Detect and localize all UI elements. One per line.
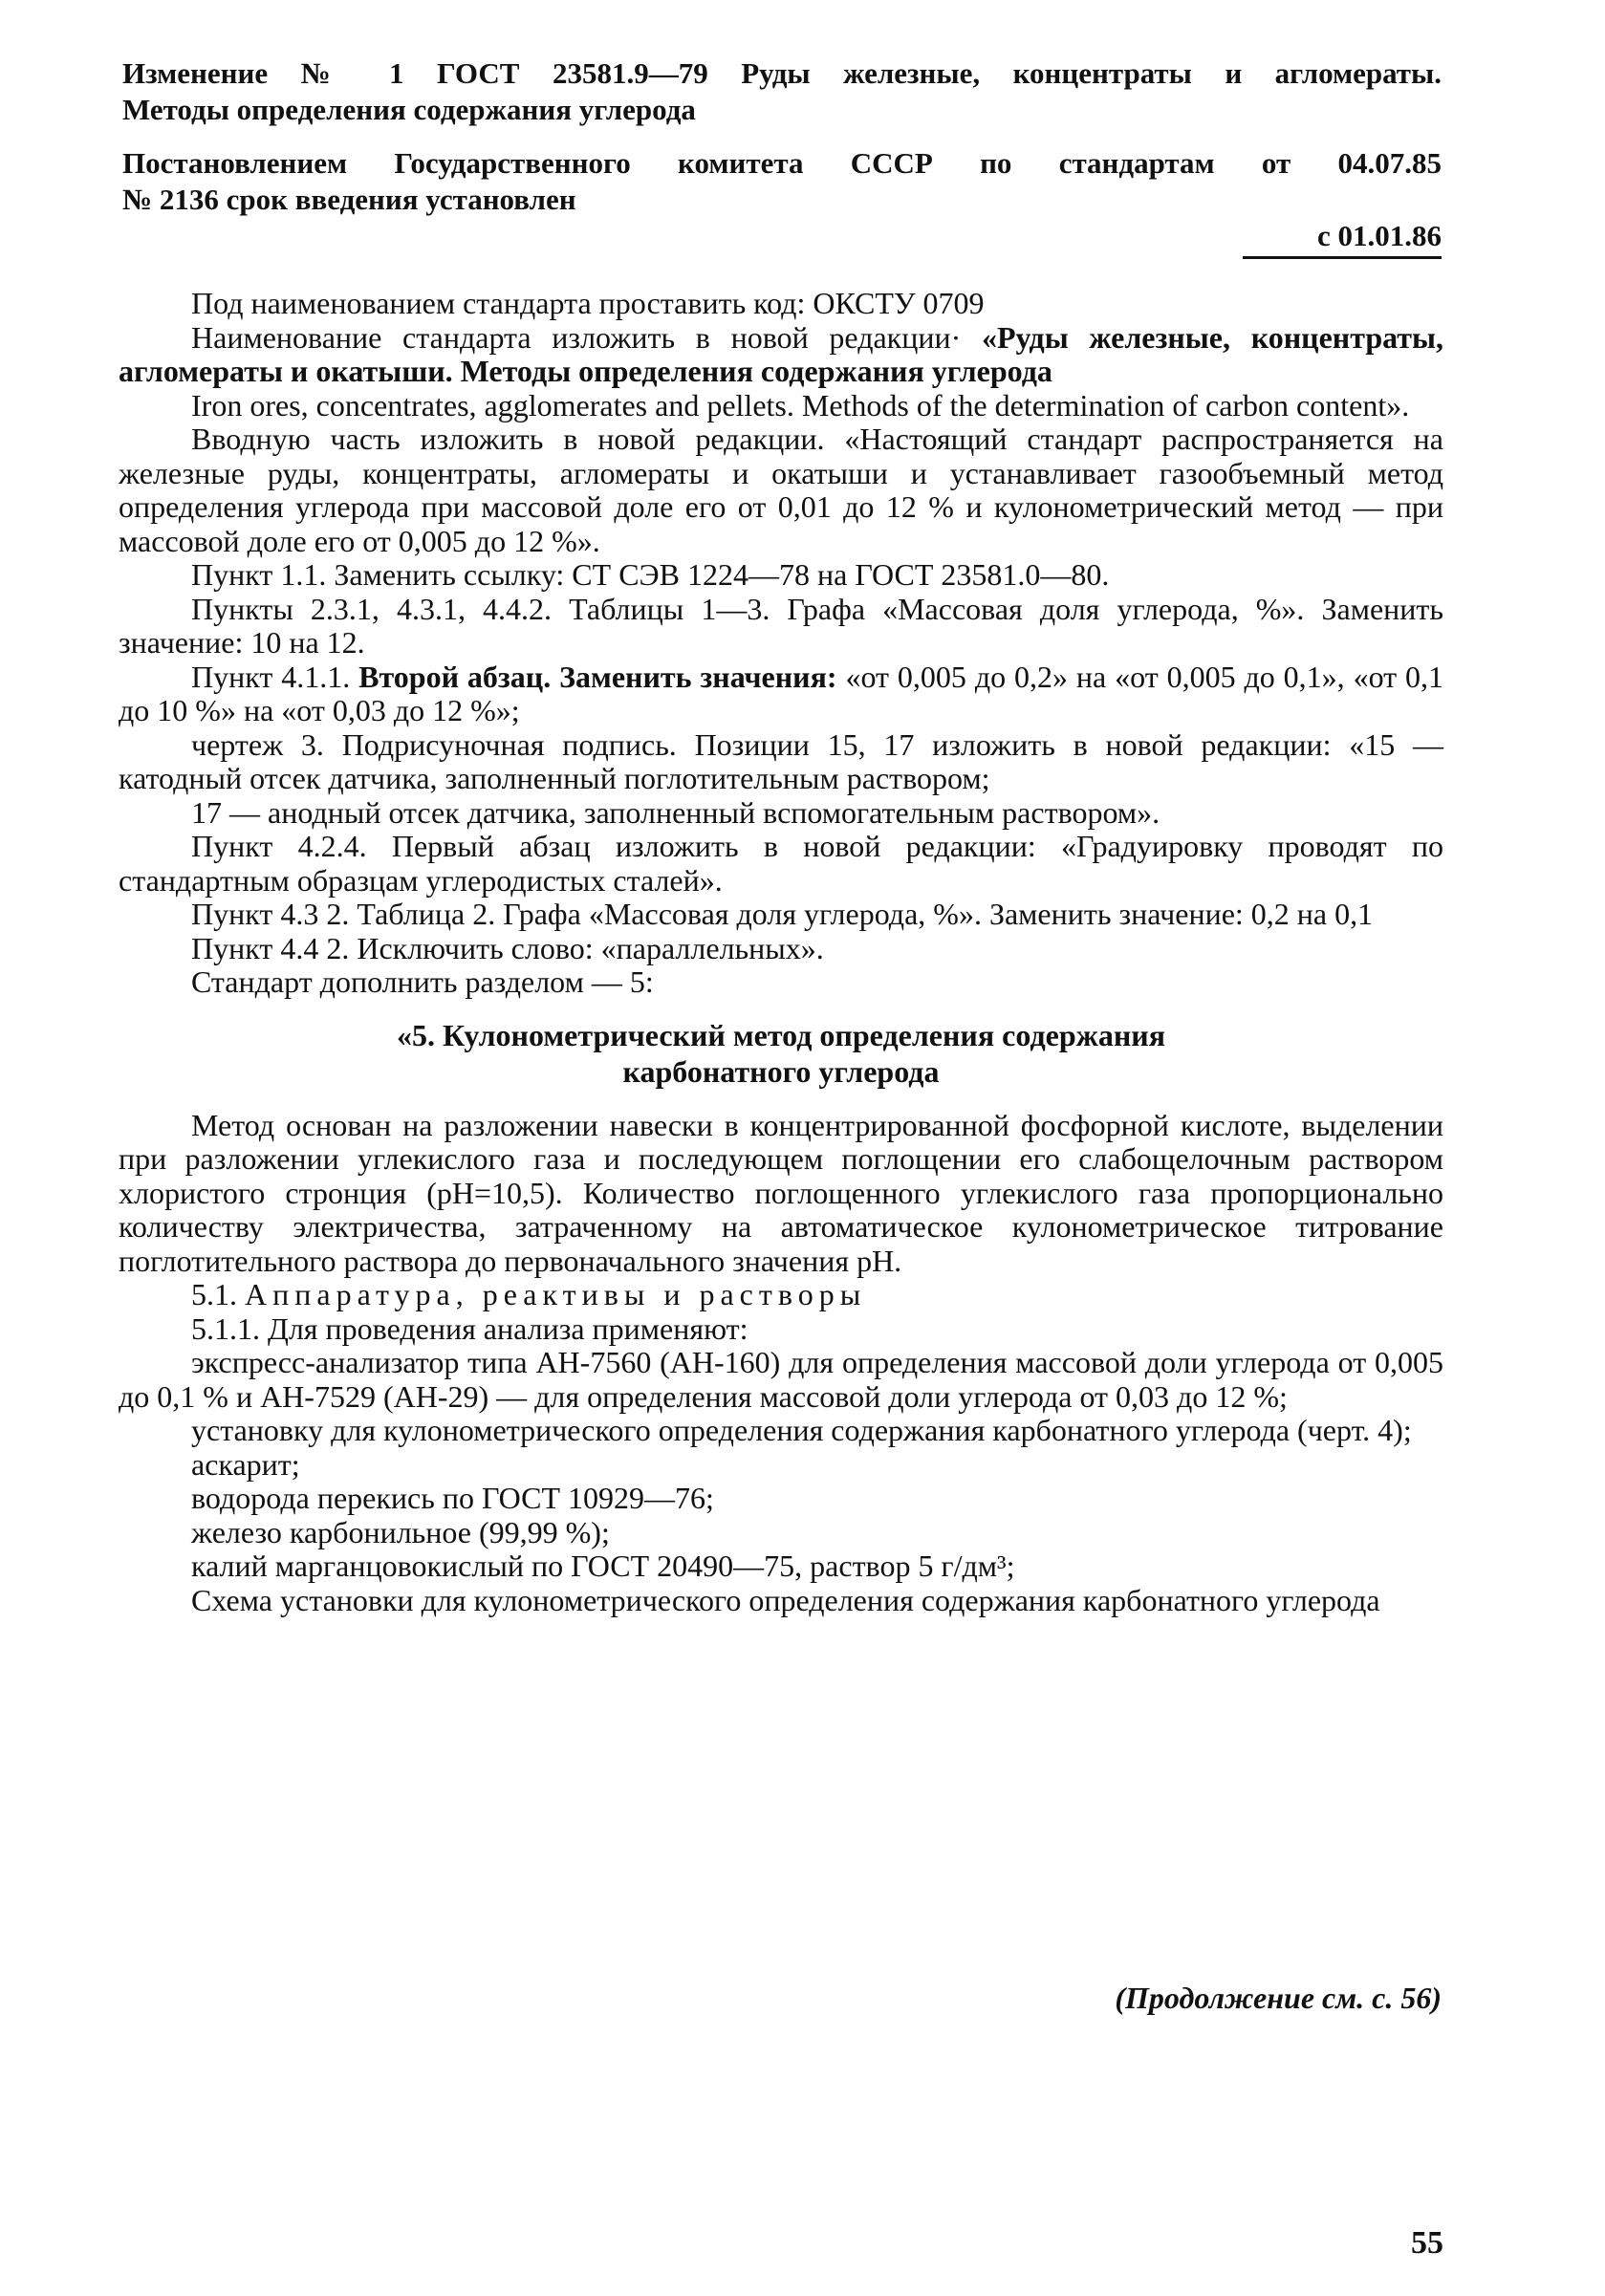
effective-date: с 01.01.86 <box>1316 219 1442 252</box>
paragraph: Пункт 1.1. Заменить ссылку: СТ СЭВ 1224—78 на ГОСТ 23581.0—80. <box>191 557 1110 592</box>
paragraph <box>119 321 1443 389</box>
continuation-note: (Продолжение см. с. 56) <box>1115 1981 1442 2015</box>
subsection-heading <box>119 1278 1443 1312</box>
list-item: экспресс-анализатор типа АН-7560 (АН-160) для определения массовой доли углерода от 0,005 до 0,1 % и АН-7529 (АН-29) — для определения массовой доли углерода от 0,03 до 12 %; <box>119 1345 1443 1414</box>
subsection-number: 5.1. <box>191 1277 237 1311</box>
subsection-title: Аппаратура, реактивы и растворы <box>245 1277 867 1311</box>
paragraph-lead: Наименование стандарта изложить в новой редакции· <box>191 319 962 355</box>
header-line-4: № 2136 срок введения установлен <box>122 183 576 216</box>
paragraph <box>119 661 1443 728</box>
paragraph: чертеж 3. Подрисуночная подпись. Позиции 15, 17 изложить в новой редакции: «15 — катодный отсек датчика, заполненный поглотительным раствором; <box>119 726 1443 795</box>
paragraph-rest: «от 0,005 до 0,2» на «от 0,005 до 0,1», «от 0,1 до 10 %» на «от 0,03 до 12 %»; <box>119 659 1444 727</box>
standard-title-en: Iron ores, concentrates, agglomerates and pellets. Methods of the determination of carbon content». <box>191 387 1410 422</box>
paragraph: 5.1.1. Для проведения анализа применяют: <box>191 1310 748 1346</box>
page-number: 55 <box>1411 2225 1443 2261</box>
paragraph: Пункт 4.2.4. Первый абзац изложить в новой редакции: «Градуировку проводят по стандартным образцам углеродистых сталей». <box>119 829 1443 898</box>
paragraph: Стандарт дополнить разделом — 5: <box>191 964 654 999</box>
header-line-1: Изменение № 1 ГОСТ 23581.9—79 Руды железные, концентраты и агломераты. <box>122 56 1442 90</box>
section-title-line-1: «5. Кулонометрический метод определения содержания <box>396 1017 1166 1052</box>
figure-caption: Схема установки для кулонометрического определения содержания карбонатного углерода <box>191 1582 1380 1617</box>
section-title-line-2: карбонатного углерода <box>622 1053 940 1089</box>
paragraph: Пункт 4.3 2. Таблица 2. Графа «Массовая доля углерода, %». Заменить значение: 0,2 на 0,1 <box>191 897 1374 931</box>
paragraph: Пункт 4.4 2. Исключить слово: «параллельных». <box>191 930 824 965</box>
list-item: водорода перекись по ГОСТ 10929—76; <box>191 1481 714 1515</box>
list-item: железо карбонильное (99,99 %); <box>191 1514 610 1549</box>
paragraph: Пункты 2.3.1, 4.3.1, 4.4.2. Таблицы 1—3. Графа «Массовая доля углерода, %». Заменить значение: 10 на 12. <box>119 591 1443 660</box>
header-line-2: Методы определения содержания углерода <box>122 93 696 126</box>
date-underline <box>1243 256 1442 259</box>
list-item: аскарит; <box>191 1446 300 1482</box>
list-item: установку для кулонометрического определения содержания карбонатного углерода (черт. 4); <box>191 1413 1412 1447</box>
standard-title-ru: «Руды железные, концентраты, агломераты и окатыши. Методы определения содержания углерода <box>119 319 1444 388</box>
paragraph: 17 — анодный отсек датчика, заполненный вспомогательным раствором». <box>191 794 1160 830</box>
paragraph: Под наименованием стандарта проставить код: ОКСТУ 0709 <box>191 286 985 320</box>
paragraph: Вводную часть изложить в новой редакции. «Настоящий стандарт распространяется на железные руды, концентраты, агломераты и окатыши и устанавливает газообъемный метод определения углерода при массовой доле его от 0,01 до 12 % и кулонометрический метод — при массовой доле его от 0,005 до 12 %». <box>119 422 1443 558</box>
paragraph-bold: Второй абзац. Заменить значения: <box>358 659 837 694</box>
section-title <box>119 1017 1443 1090</box>
paragraph: Метод основан на разложении навески в концентрированной фосфорной кислоте, выделении при разложении углекислого газа и последующем поглощении его слабощелочным раствором хлористого стронция (pH=10,5). Количество поглощенного углекислого газа пропорционально количеству электричества, затраченному на автоматическое кулонометрическое титрование поглотительного раствора до первоначального значения pH. <box>119 1107 1443 1278</box>
list-item: калий марганцовокислый по ГОСТ 20490—75, раствор 5 г/дм³; <box>191 1549 1015 1583</box>
header-line-3: Постановлением Государственного комитета СССР по стандартам от 04.07.85 <box>122 146 1442 180</box>
paragraph-lead: Пункт 4.1.1. <box>191 659 351 694</box>
document-body <box>119 287 1443 1617</box>
